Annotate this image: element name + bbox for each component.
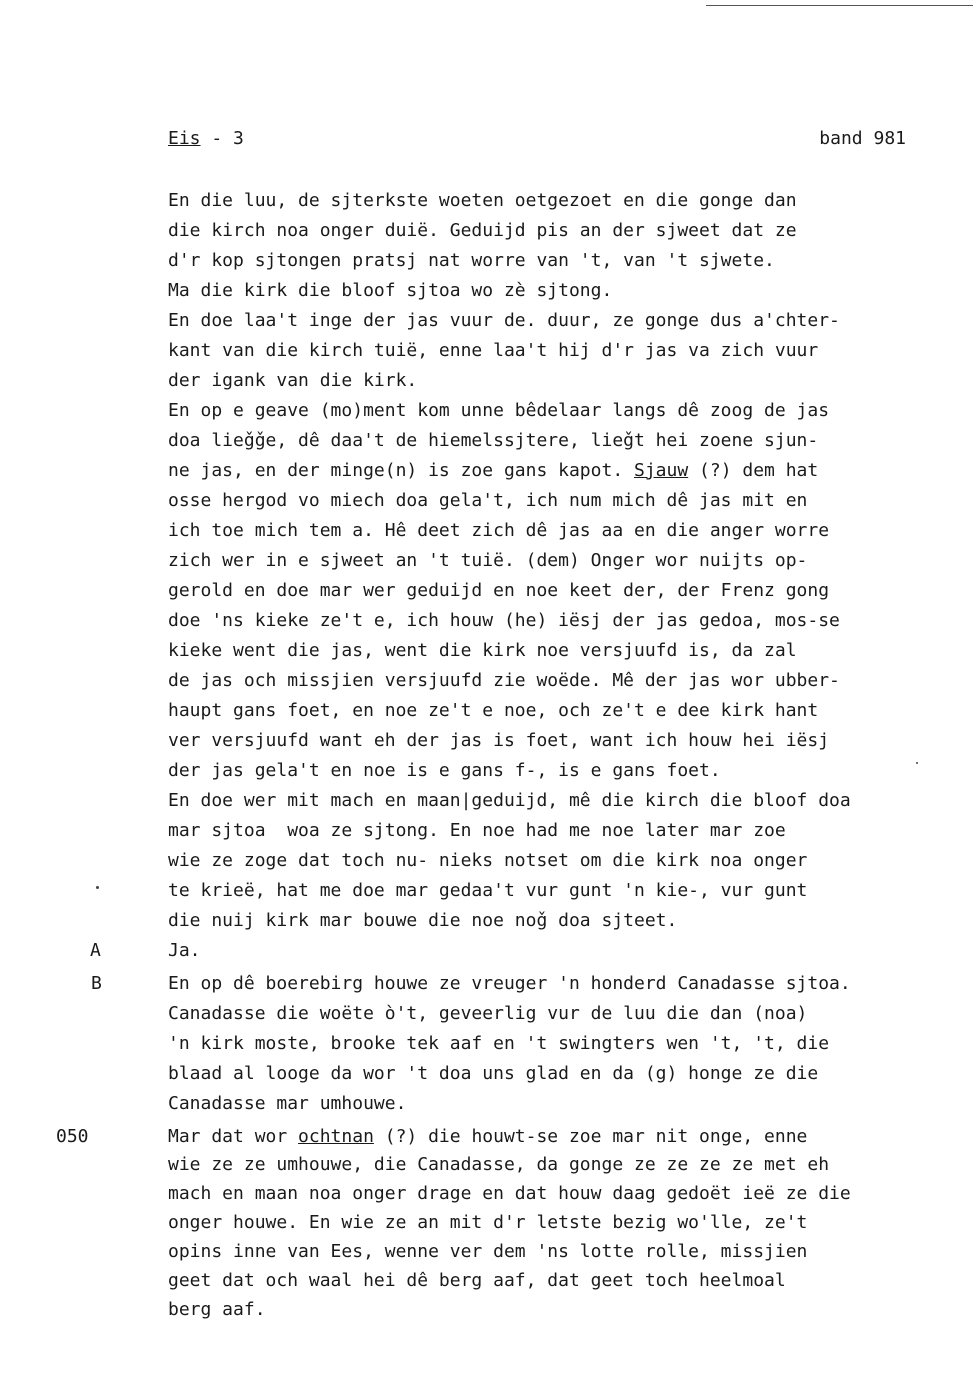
transcript-line: die nuij kirk mar bouwe die noe noǧ doa sjteet. — [168, 910, 678, 931]
transcript-line: Canadasse die woëte ò't, geveerlig vur de luu die dan (noa) — [168, 1003, 808, 1024]
transcript-line: Ja. — [168, 940, 201, 961]
transcript-line: der igank van die kirk. — [168, 370, 418, 391]
transcript-line: d'r kop sjtongen pratsj nat worre van 't, van 't sjwete. — [168, 250, 775, 271]
transcript-line: wie ze ze umhouwe, die Canadasse, da gonge ze ze ze ze met eh — [168, 1154, 830, 1175]
underlined-word: Sjauw — [634, 460, 689, 481]
transcript-line: die kirch noa onger duië. Geduijd pis an der sjweet dat ze — [168, 220, 797, 241]
transcript-line: onger houwe. En wie ze an mit d'r letste bezig wo'lle, ze't — [168, 1212, 808, 1233]
transcript-line: En op dê boerebirg houwe ze vreuger 'n honderd Canadasse sjtoa. — [168, 973, 851, 994]
header-page-number: - 3 — [200, 128, 244, 149]
transcript-line: haupt gans foet, en noe ze't e noe, och ze't e dee kirk hant — [168, 700, 819, 721]
transcript-line: En die luu, de sjterkste woeten oetgezoet en die gonge dan — [168, 190, 797, 211]
transcript-line: kieke went die jas, went die kirk noe versjuufd is, da zal — [168, 640, 797, 661]
line-segment: Mar dat wor — [168, 1126, 299, 1147]
timecode: 050 — [56, 1126, 89, 1147]
stray-mark — [96, 886, 99, 889]
transcript-line: Ma die kirk die bloof sjtoa wo zè sjtong. — [168, 280, 613, 301]
top-rule — [706, 5, 973, 6]
transcript-line: kant van die kirch tuië, enne laa't hij d'r jas va zich vuur — [168, 340, 819, 361]
transcript-line: blaad al looge da wor 't doa uns glad en da (g) honge ze die — [168, 1063, 819, 1084]
transcript-line: te krieë, hat me doe mar gedaa't vur gunt 'n kie-, vur gunt — [168, 880, 808, 901]
transcript-line: zich wer in e sjweet an 't tuië. (dem) Onger wor nuijts op- — [168, 550, 808, 571]
transcript-line: En doe wer mit mach en maan|geduijd, mê die kirch die bloof doa — [168, 790, 851, 811]
header-tape-number: band 981 — [819, 128, 906, 149]
transcript-line: gerold en doe mar wer geduijd en noe keet der, der Frenz gong — [168, 580, 830, 601]
transcript-line: der jas gela't en noe is e gans f-, is e gans foet. — [168, 760, 721, 781]
header-title: Eis — [168, 128, 201, 149]
transcript-line-with-underline — [168, 456, 818, 486]
transcript-line: osse hergod vo miech doa gela't, ich num mich dê jas mit en — [168, 490, 808, 511]
transcript-line: En doe laa't inge der jas vuur de. duur, ze gonge dus a'chter- — [168, 310, 840, 331]
line-segment: (?) die houwt-se zoe mar nit onge, enne — [373, 1126, 808, 1147]
transcript-line: 'n kirk moste, brooke tek aaf en 't swingters wen 't, 't, die — [168, 1033, 830, 1054]
line-segment: ne jas, en der minge(n) is zoe gans kapot. — [168, 460, 634, 481]
transcript-line: Canadasse mar umhouwe. — [168, 1093, 407, 1114]
transcript-line: doe 'ns kieke ze't e, ich houw (he) iësj der jas gedoa, mos-se — [168, 610, 840, 631]
transcript-line: geet dat och waal hei dê berg aaf, dat geet toch heelmoal — [168, 1270, 786, 1291]
header-left — [168, 128, 244, 149]
line-segment: (?) dem hat — [688, 460, 819, 481]
transcript-line: mach en maan noa onger drage en dat houw daag gedoët ieë ze die — [168, 1183, 851, 1204]
underlined-word: ochtnan — [298, 1126, 374, 1147]
transcript-line: ver versjuufd want eh der jas is foet, want ich houw hei iësj — [168, 730, 830, 751]
transcript-line-with-underline — [168, 1122, 807, 1152]
transcript-line: wie ze zoge dat toch nu- nieks notset om die kirk noa onger — [168, 850, 808, 871]
transcript-line: de jas och missjien versjuufd zie woëde. Mê der jas wor ubber- — [168, 670, 840, 691]
transcript-line: mar sjtoa woa ze sjtong. En noe had me noe later mar zoe — [168, 820, 786, 841]
speaker-b: B — [91, 973, 102, 994]
speaker-a: A — [90, 940, 101, 961]
stray-mark — [916, 762, 918, 764]
page-header — [168, 128, 908, 158]
transcript-line: opins inne van Ees, wenne ver dem 'ns lotte rolle, missjien — [168, 1241, 808, 1262]
transcript-line: doa lieǧǧe, dê daa't de hiemelssjtere, lieǧt hei zoene sjun- — [168, 430, 819, 451]
transcript-line: berg aaf. — [168, 1299, 266, 1320]
transcript-line: ich toe mich tem a. Hê deet zich dê jas aa en die anger worre — [168, 520, 830, 541]
transcript-line: En op e geave (mo)ment kom unne bêdelaar langs dê zoog de jas — [168, 400, 830, 421]
